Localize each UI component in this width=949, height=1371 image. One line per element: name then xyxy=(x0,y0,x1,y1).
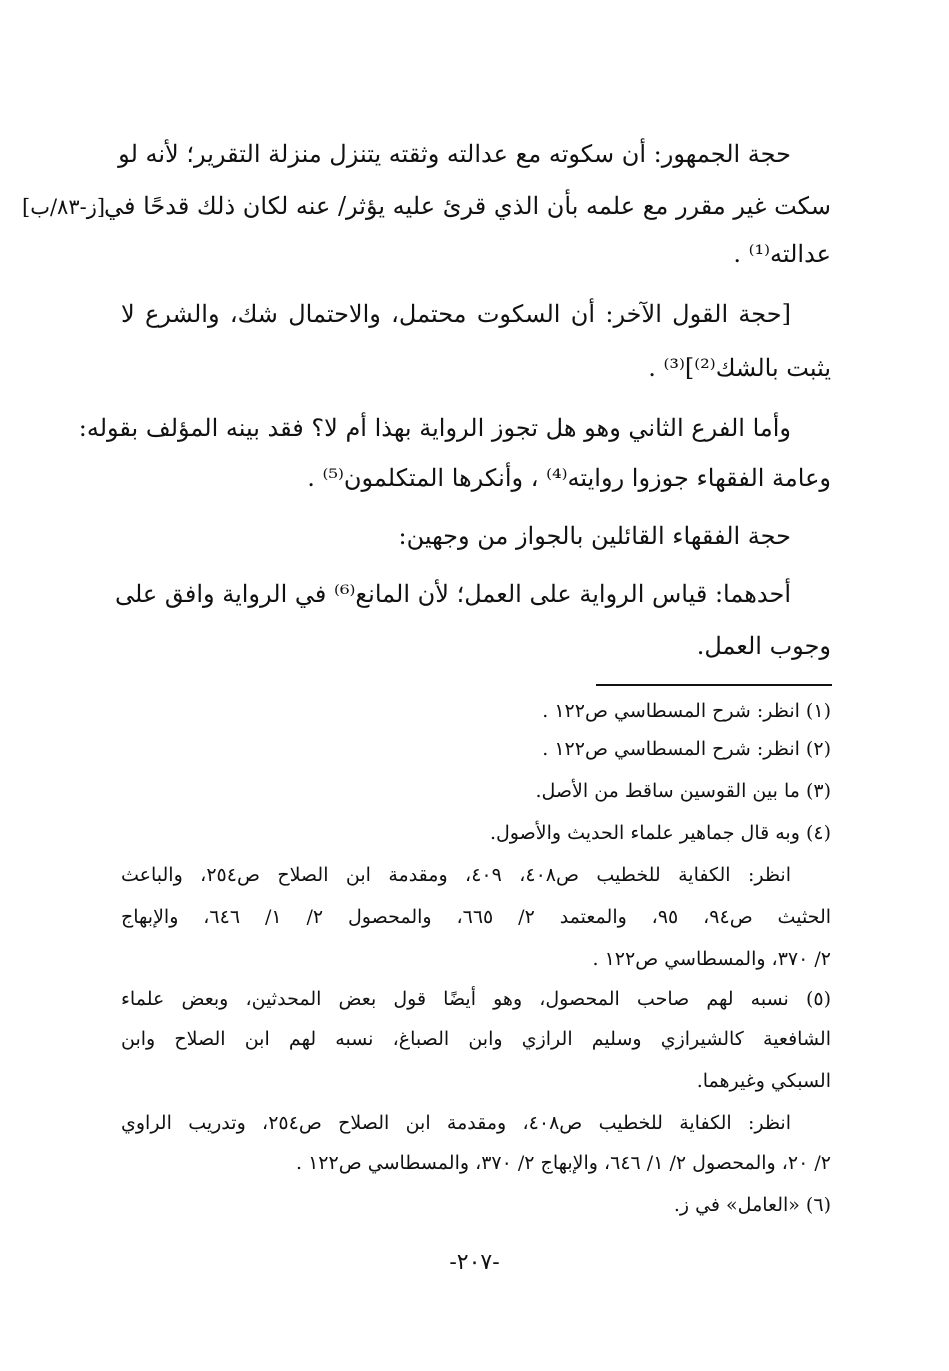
body-line-7: وعامة الفقهاء جوزوا روايته⁽⁴⁾ ، وأنكرها المتكلمون⁽⁵⁾ . xyxy=(307,464,831,492)
margin-folio-note: [ز-٨٣/ب] xyxy=(22,195,106,219)
footnote-4-line-3: الحثيث ص٩٤، ٩٥، والمعتمد ٢/ ٦٦٥، والمحصول ٢/ ١/ ٦٤٦، والإبهاج xyxy=(121,906,832,928)
footnote-separator xyxy=(596,684,832,686)
footnote-4-line-4: ٢/ ٣٧٠، والمسطاسي ص١٢٢ . xyxy=(592,948,831,970)
footnote-5: (٥) نسبه لهم صاحب المحصول، وهو أيضًا قول بعض المحدثين، وبعض علماء xyxy=(121,988,831,1010)
body-line-10: وجوب العمل. xyxy=(696,632,831,660)
footnote-5-line-2: الشافعية كالشيرازي وسليم الرازي وابن الصباغ، نسبه لهم ابن الصلاح وابن xyxy=(121,1028,831,1050)
body-line-4: [حجة القول الآخر: أن السكوت محتمل، والاحتمال شك، والشرع لا xyxy=(121,300,791,328)
footnote-6: (٦) «العامل» في ز. xyxy=(673,1194,831,1216)
body-line-9: أحدهما: قياس الرواية على العمل؛ لأن المانع⁽⁶⁾ في الرواية وافق على xyxy=(114,580,791,608)
footnote-2: (٢) انظر: شرح المسطاسي ص١٢٢ . xyxy=(542,738,831,760)
footnote-5-line-3: السبكي وغيرهما. xyxy=(696,1070,831,1092)
body-line-3: عدالته⁽¹⁾ . xyxy=(733,240,831,268)
footnote-4: (٤) وبه قال جماهير علماء الحديث والأصول. xyxy=(489,822,831,844)
footnote-5-line-5: ٢/ ٢٠، والمحصول ٢/ ١/ ٦٤٦، والإبهاج ٢/ ٣٧٠، والمسطاسي ص١٢٢ . xyxy=(296,1152,831,1174)
footnote-5-line-4: انظر: الكفاية للخطيب ص٤٠٨، ومقدمة ابن الصلاح ص٢٥٤، وتدريب الراوي xyxy=(121,1112,791,1134)
footnote-1: (١) انظر: شرح المسطاسي ص١٢٢ . xyxy=(542,700,831,722)
body-line-8: حجة الفقهاء القائلين بالجواز من وجهين: xyxy=(398,522,791,550)
footnote-3: (٣) ما بين القوسين ساقط من الأصل. xyxy=(535,780,831,802)
body-line-1: حجة الجمهور: أن سكوته مع عدالته وثقته يتنزل منزلة التقرير؛ لأنه لو xyxy=(118,140,791,168)
page-number: -٢٠٧- xyxy=(449,1250,500,1275)
body-line-6: وأما الفرع الثاني وهو هل تجوز الرواية بهذا أم لا؟ فقد بينه المؤلف بقوله: xyxy=(78,414,791,442)
footnote-4-line-2: انظر: الكفاية للخطيب ص٤٠٨، ٤٠٩، ومقدمة ابن الصلاح ص٢٥٤، والباعث xyxy=(121,864,791,886)
body-line-5: يثبت بالشك⁽²⁾]⁽³⁾ . xyxy=(648,354,831,382)
body-line-2: سكت غير مقرر مع علمه بأن الذي قرئ عليه يؤثر/ عنه لكان ذلك قدحًا في xyxy=(103,192,831,220)
